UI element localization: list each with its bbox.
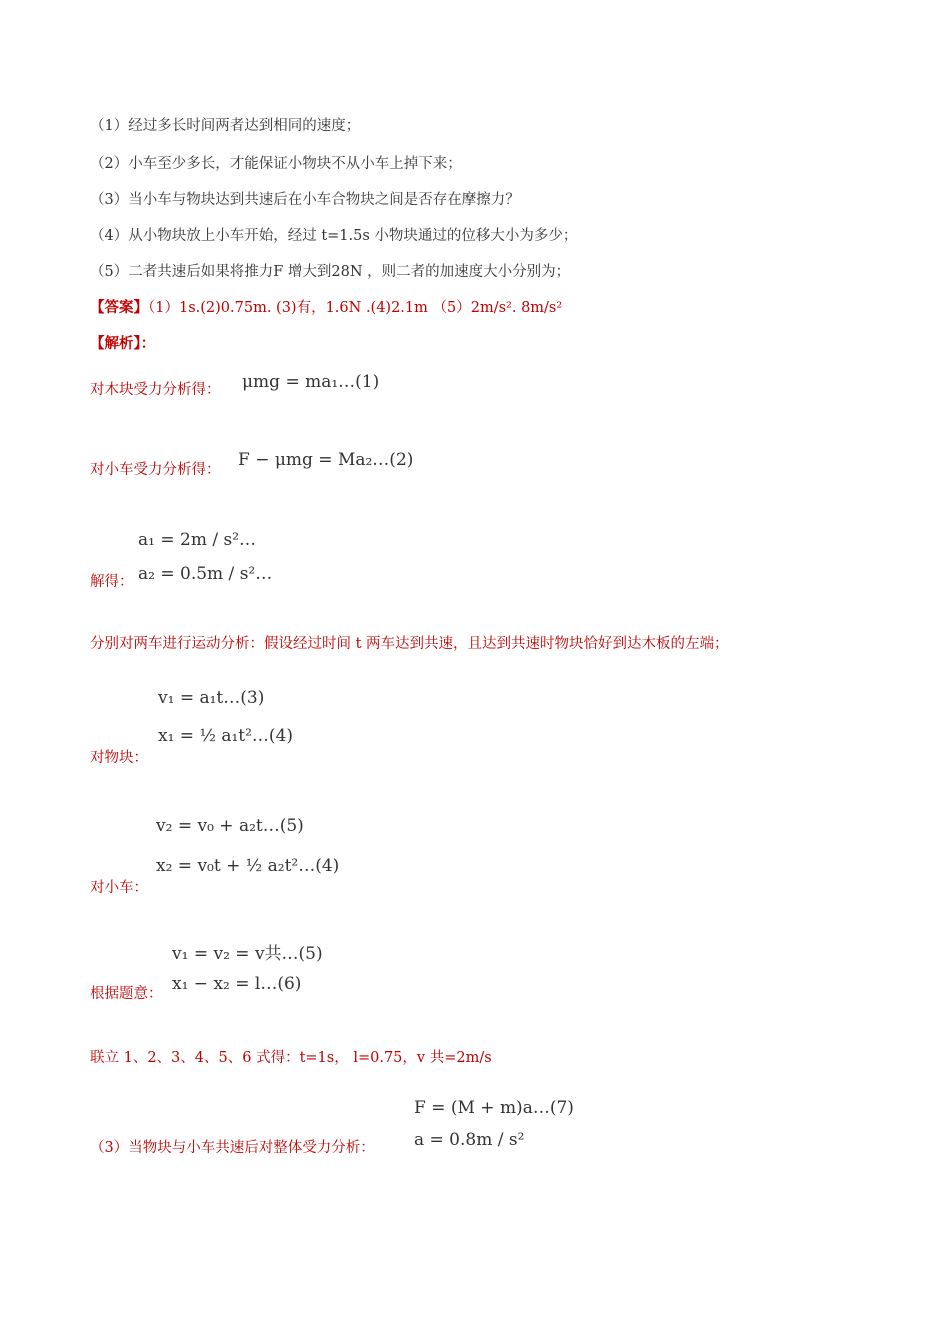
motion-intro: 分别对两车进行运动分析：假设经过时间 t 两车达到共速，且达到共速时物块恰好到达木板的左端； [90, 636, 729, 652]
formula-5: v₁ = a₁t…(3) [158, 688, 265, 708]
solve-text: 解得： [90, 574, 134, 590]
by-problem-text: 根据题意： [90, 986, 163, 1002]
formula-7: v₂ = v₀ + a₂t…(5) [156, 816, 304, 836]
for-cart-text: 对小车： [90, 880, 148, 896]
formula-1: μmg = ma₁…(1) [242, 372, 380, 392]
for-block-text: 对物块： [90, 750, 148, 766]
question-1: （1）经过多长时间两者达到相同的速度； [90, 118, 361, 134]
formula-10: x₁ − x₂ = l…(6) [172, 974, 302, 994]
formula-11: F = (M + m)a…(7) [414, 1098, 574, 1118]
formula-12: a = 0.8m / s² [414, 1130, 525, 1150]
question-5: （5）二者共速后如果将推力F 增大到28N ，则二者的加速度大小分别为； [90, 264, 571, 280]
combined-result: 联立 1、2、3、4、5、6 式得：t=1s， l=0.75，v 共=2m/s [90, 1050, 492, 1066]
answer-label: 【答案】 [90, 299, 148, 316]
cart-force-text: 对小车受力分析得： [90, 462, 221, 478]
answer-text: （1）1s.(2)0.75m. (3)有，1.6N .(4)2.1m （5）2m/s². 8m/s² [148, 300, 563, 316]
analysis-label: 【解析】： [90, 335, 156, 352]
question-4: （4）从小物块放上小车开始，经过 t=1.5s 小物块通过的位移大小为多少； [90, 228, 578, 244]
answer-line [90, 298, 562, 318]
formula-2: F − μmg = Ma₂…(2) [238, 450, 414, 470]
step3-text: （3）当物块与小车共速后对整体受力分析： [90, 1140, 375, 1156]
formula-3: a₁ = 2m / s²… [138, 530, 257, 550]
formula-9: v₁ = v₂ = v共…(5) [172, 944, 323, 964]
question-2: （2）小车至少多长，才能保证小物块不从小车上掉下来； [90, 156, 462, 172]
question-3: （3）当小车与物块达到共速后在小车合物块之间是否存在摩擦力？ [90, 192, 520, 208]
formula-4: a₂ = 0.5m / s²… [138, 564, 273, 584]
formula-6: x₁ = ½ a₁t²…(4) [158, 726, 294, 746]
formula-8: x₂ = v₀t + ½ a₂t²…(4) [156, 856, 340, 876]
block-force-text: 对木块受力分析得： [90, 382, 221, 398]
